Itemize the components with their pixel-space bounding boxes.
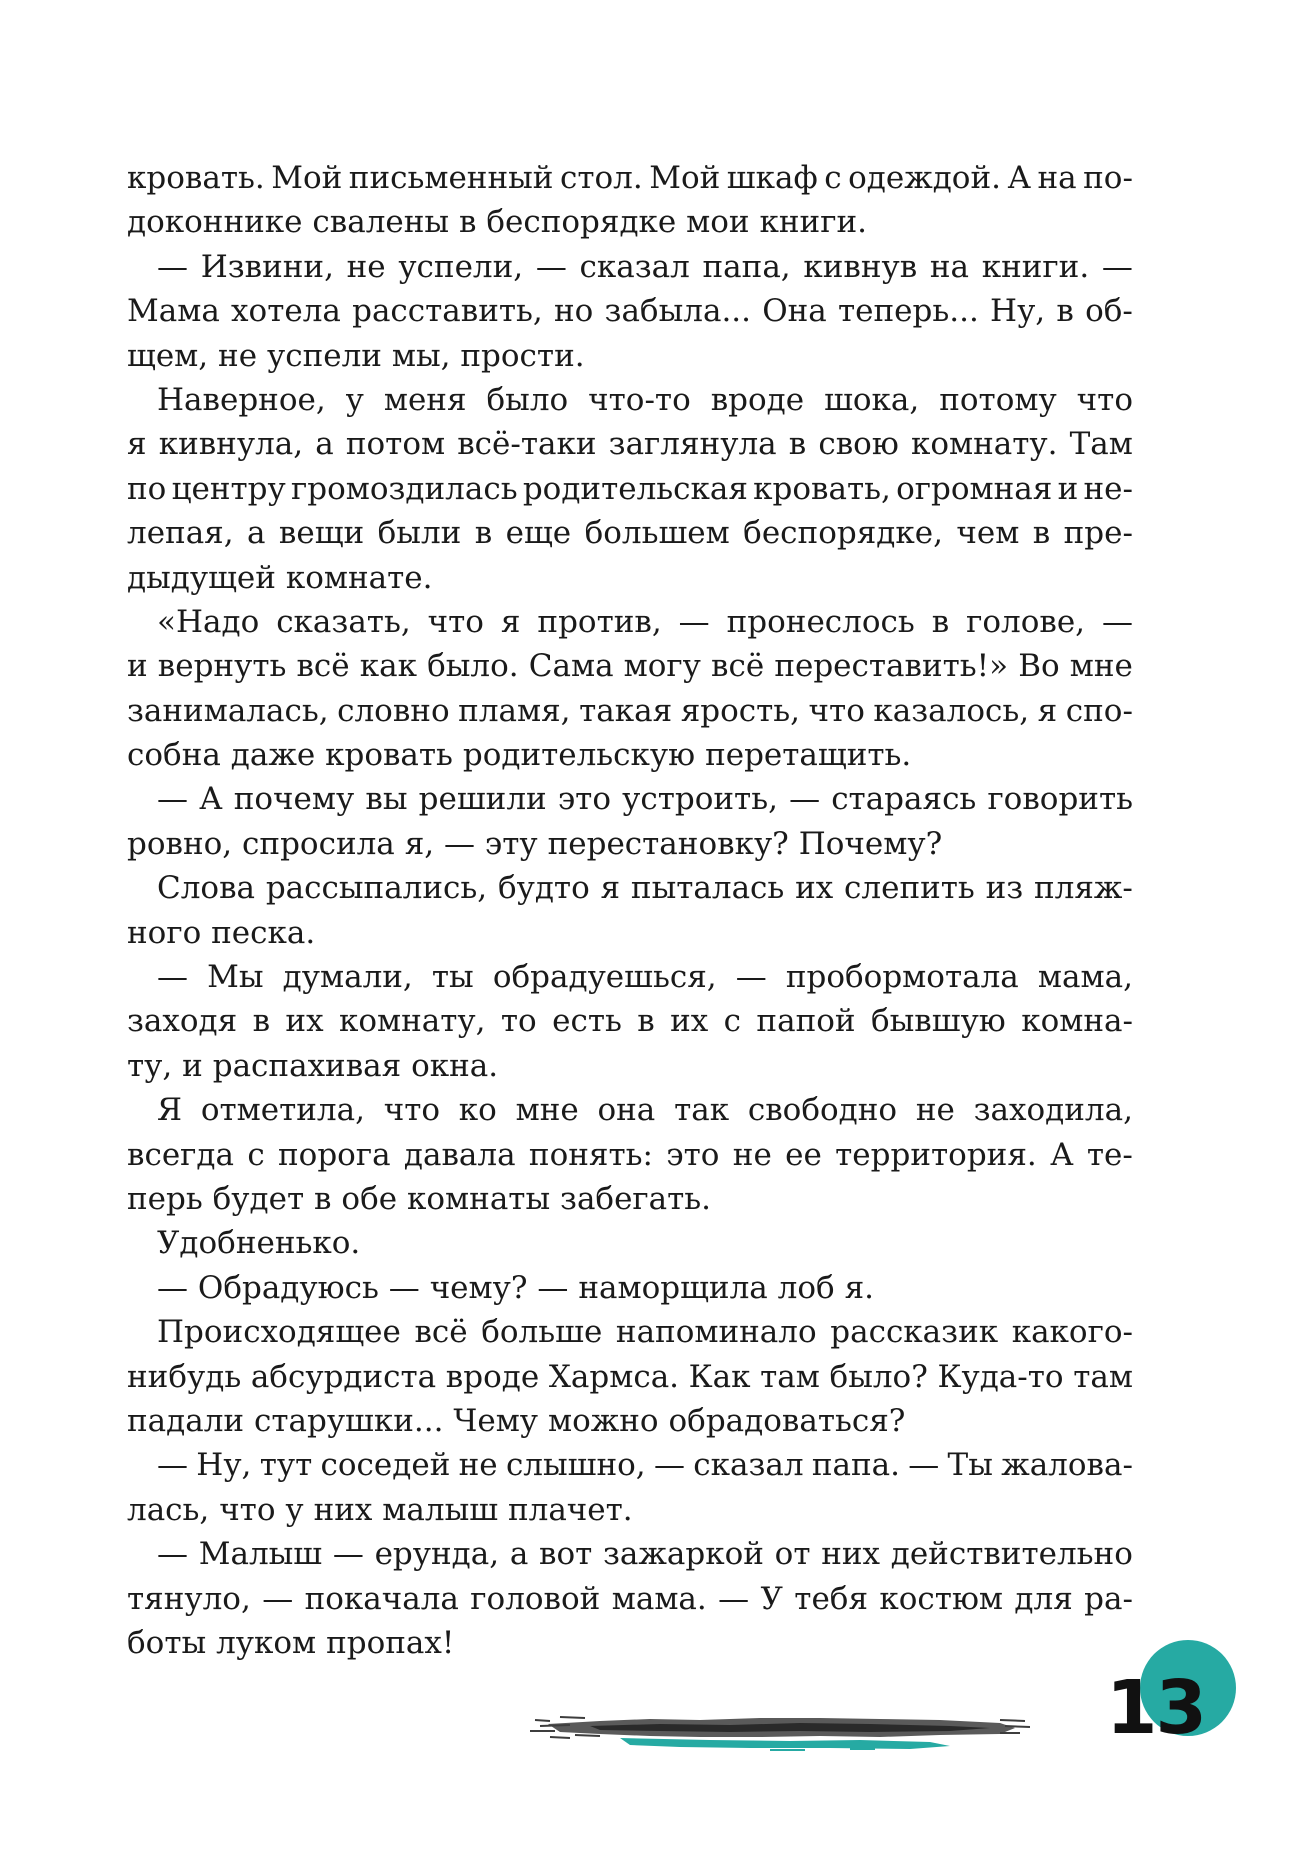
text-line: тянуло, — покачала головой мама. — У тебя костюм для ра-	[127, 1580, 1133, 1617]
text-line: перь будет в обе комнаты забегать.	[127, 1180, 712, 1217]
text-line: лась, что у них малыш плачет.	[127, 1491, 633, 1528]
text-line: Происходящее всё больше напоминало рассказик какого-	[157, 1314, 1133, 1351]
text-line: боты луком пропах!	[127, 1624, 455, 1661]
text-line: ровно, спросила я, — эту перестановку? Почему?	[127, 825, 943, 862]
brush-stroke-decoration	[530, 1690, 1030, 1760]
text-line: — Малыш — ерунда, а вот зажаркой от них действительно	[157, 1536, 1133, 1573]
text-line: дыдущей комнате.	[127, 559, 433, 596]
text-line: — Обрадуюсь — чему? — наморщила лоб я.	[157, 1269, 875, 1306]
text-line: лепая, а вещи были в еще большем беспорядке, чем в пре-	[127, 515, 1133, 552]
text-line: ного песка.	[127, 914, 316, 951]
text-line: — Ну, тут соседей не слышно, — сказал папа. — Ты жалова-	[157, 1447, 1133, 1484]
text-line: Я отметила, что ко мне она так свободно не заходила,	[157, 1092, 1133, 1129]
text-line: — А почему вы решили это устроить, — стараясь говорить	[157, 781, 1133, 818]
text-line: доконнике свалены в беспорядке мои книги.	[127, 204, 867, 241]
text-line: Наверное, у меня было что-то вроде шока, потому что	[157, 381, 1133, 418]
text-line: Мама хотела расставить, но забыла... Она теперь... Ну, в об-	[127, 293, 1133, 330]
text-line: — Извини, не успели, — сказал папа, кивнув на книги. —	[157, 248, 1133, 285]
text-line: «Надо сказать, что я против, — пронеслось в голове, —	[157, 603, 1133, 640]
text-line: по центру громоздилась родительская кровать, огромная и не-	[127, 470, 1133, 507]
text-line: Слова рассыпались, будто я пыталась их слепить из пляж-	[157, 870, 1133, 907]
text-line: — Мы думали, ты обрадуешься, — пробормотала мама,	[157, 959, 1133, 996]
text-line: Удобненько.	[157, 1225, 361, 1262]
text-line: занималась, словно пламя, такая ярость, что казалось, я спо-	[127, 692, 1133, 729]
text-line: всегда с порога давала понять: это не ее территория. А те-	[127, 1136, 1133, 1173]
text-line: нибудь абсурдиста вроде Хармса. Как там было? Куда-то там	[127, 1358, 1133, 1395]
text-line: щем, не успели мы, прости.	[127, 337, 585, 374]
text-line: заходя в их комнату, то есть в их с папой бывшую комна-	[127, 1003, 1133, 1040]
text-line: я кивнула, а потом всё-таки заглянула в свою комнату. Там	[127, 426, 1133, 463]
text-line: и вернуть всё как было. Сама могу всё переставить!» Во мне	[127, 648, 1133, 685]
body-text	[127, 156, 1133, 1665]
text-line: падали старушки... Чему можно обрадоваться?	[127, 1402, 906, 1439]
text-line: кровать. Мой письменный стол. Мой шкаф с одеждой. А на по-	[127, 160, 1133, 196]
text-line: ту, и распахивая окна.	[127, 1047, 499, 1084]
text-line: собна даже кровать родительскую перетащить.	[127, 737, 912, 774]
page-number: 13	[1106, 1665, 1205, 1751]
